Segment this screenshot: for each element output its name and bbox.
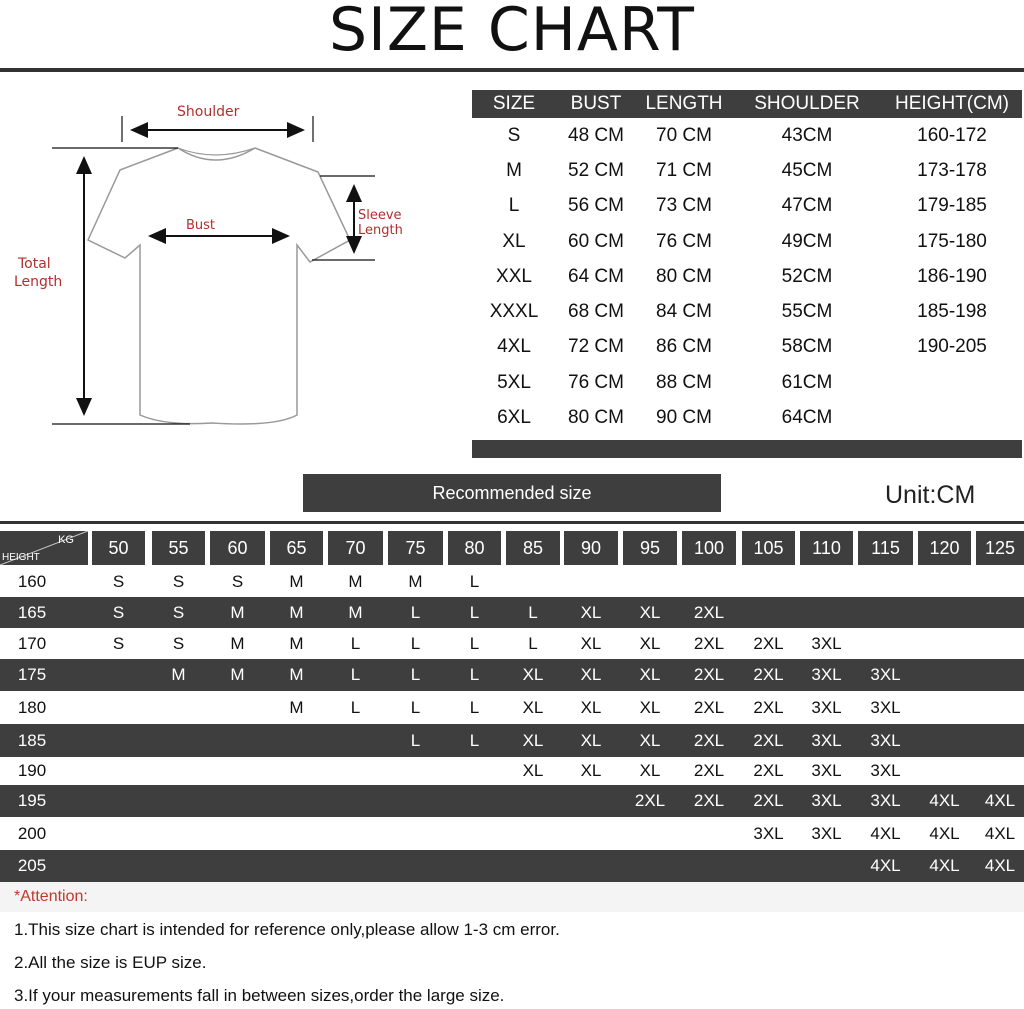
grid-cell: L [469,698,480,717]
grid-cell: M [289,665,304,684]
grid-cell: 3XL [870,761,901,780]
row-height-label: 200 [17,824,47,843]
grid-cell: M [289,572,304,591]
weight-header-cell: 55 [152,531,205,565]
grid-cell: 3XL [870,731,901,750]
grid-cell: M [230,603,245,622]
cell-length: 86 CM [656,336,712,358]
grid-cell: S [231,572,244,591]
note-2: 2.All the size is EUP size. [14,953,207,972]
cell-shoulder: 55CM [781,301,833,323]
weight-header-cell: 75 [388,531,443,565]
grid-cell: M [230,634,245,653]
grid-cell: 3XL [811,665,842,684]
grid-cell: 4XL [929,791,960,810]
row-height-label: 160 [17,572,47,591]
cell-size: 4XL [497,336,531,358]
grid-cell: M [289,698,304,717]
row-height-label: 195 [17,791,47,810]
grid-cell: 4XL [870,856,901,875]
grid-row [0,566,1024,597]
tshirt-outline-icon [0,90,470,450]
size-table-row [472,259,1022,294]
cell-bust: 76 CM [568,371,624,393]
kg-axis-label: KG [58,534,74,546]
cell-length: 90 CM [656,407,712,429]
cell-shoulder: 61CM [781,371,833,393]
grid-cell: 2XL [693,634,725,653]
cell-size: XXL [496,265,532,287]
tshirt-diagram [0,90,470,450]
size-table-row [472,294,1022,329]
cell-bust: 56 CM [568,195,624,217]
weight-header-cell: 120 [918,531,971,565]
grid-cell: M [289,603,304,622]
cell-length: 88 CM [656,371,712,393]
grid-cell: 3XL [811,761,842,780]
cell-length: 70 CM [656,124,712,146]
grid-cell: M [348,572,363,591]
cell-length: 71 CM [656,159,712,181]
row-height-label: 170 [17,634,47,653]
row-height-label: 165 [17,603,47,622]
size-table-row [472,224,1022,259]
attention-title: *Attention: [14,888,88,905]
grid-cell: L [410,698,421,717]
sleeve-label-line2: Length [358,223,403,238]
weight-header-cell: 65 [270,531,323,565]
grid-cell: 2XL [753,731,784,750]
cell-length: 84 CM [656,301,712,323]
grid-cell: XL [580,634,602,653]
grid-cell: S [112,603,125,622]
cell-height: 185-198 [917,301,987,323]
weight-header-cell: 110 [800,531,853,565]
cell-bust: 60 CM [568,230,624,252]
row-height-label: 205 [17,856,47,875]
header-size: SIZE [492,93,536,114]
height-axis-label: HEIGHT [2,552,40,563]
row-height-label: 175 [17,665,47,684]
cell-height: 175-180 [917,230,987,252]
grid-cell: 3XL [870,791,901,810]
grid-cell: M [171,665,186,684]
grid-cell: 4XL [929,824,960,843]
size-table-row [472,400,1022,435]
cell-height: 190-205 [917,336,987,358]
weight-header-cell: 60 [210,531,265,565]
size-table-row [472,153,1022,188]
size-table-row [472,118,1022,153]
grid-cell: 3XL [811,731,842,750]
grid-cell: S [172,603,185,622]
cell-bust: 80 CM [568,407,624,429]
grid-row [0,785,1024,817]
cell-height: 179-185 [917,195,987,217]
sleeve-label-line1: Sleeve [358,208,402,223]
cell-shoulder: 47CM [781,195,833,217]
grid-cell: M [230,665,245,684]
header-bust: BUST [570,93,622,114]
grid-cell: 2XL [693,761,725,780]
grid-cell: XL [522,731,544,750]
total-length-label-line1: Total [18,256,51,272]
grid-cell: XL [522,665,544,684]
grid-row [0,691,1024,724]
title-divider [0,68,1024,72]
grid-cell: XL [639,603,661,622]
recommended-size-banner: Recommended size [303,474,721,512]
weight-header-cell: 50 [92,531,145,565]
cell-bust: 72 CM [568,336,624,358]
weight-header-cell: 85 [506,531,560,565]
grid-row [0,659,1024,691]
grid-cell: 3XL [753,824,784,843]
grid-corner [0,531,88,565]
grid-cell: 2XL [753,634,784,653]
grid-cell: 2XL [753,761,784,780]
cell-shoulder: 58CM [781,336,833,358]
grid-cell: 3XL [811,698,842,717]
weight-header-cell: 80 [448,531,501,565]
cell-size: S [507,124,521,146]
cell-shoulder: 49CM [781,230,833,252]
header-height: HEIGHT(CM) [895,93,1009,114]
grid-cell: 2XL [753,665,784,684]
grid-cell: XL [639,634,661,653]
grid-cell: XL [580,665,602,684]
grid-cell: M [289,634,304,653]
grid-cell: L [350,665,361,684]
cell-size: XL [502,230,526,252]
grid-cell: S [172,634,185,653]
section-divider [0,521,1024,524]
grid-cell: L [528,634,538,653]
header-shoulder: SHOULDER [754,93,860,114]
grid-cell: XL [639,665,661,684]
size-table-row [472,365,1022,400]
grid-cell: 2XL [693,698,725,717]
row-height-label: 185 [17,731,47,750]
cell-shoulder: 43CM [781,124,833,146]
cell-height: 186-190 [917,265,987,287]
grid-cell: M [348,603,363,622]
cell-size: 5XL [497,371,531,393]
grid-cell: XL [580,761,602,780]
grid-cell: 3XL [870,698,901,717]
cell-size: XXXL [489,301,539,323]
grid-cell: L [469,572,480,591]
grid-row [0,597,1024,628]
weight-header-cell: 100 [682,531,736,565]
grid-row [0,724,1024,757]
weight-header-cell: 95 [623,531,677,565]
total-length-label-line2: Length [14,274,63,290]
grid-cell: L [469,634,480,653]
grid-cell: XL [522,761,544,780]
page-title: SIZE CHART [329,0,695,65]
note-3: 3.If your measurements fall in between sizes,order the large size. [14,986,505,1005]
grid-cell: 4XL [870,824,901,843]
cell-size: 6XL [497,407,531,429]
grid-cell: XL [639,761,661,780]
weight-header-cell: 115 [858,531,913,565]
grid-cell: L [350,634,361,653]
grid-cell: XL [639,698,661,717]
cell-height: 173-178 [917,159,987,181]
grid-cell: L [528,603,538,622]
cell-bust: 64 CM [568,265,624,287]
grid-cell: XL [522,698,544,717]
cell-bust: 52 CM [568,159,624,181]
weight-header-cell: 125 [976,531,1024,565]
bust-label: Bust [186,218,216,233]
size-table-row [472,330,1022,365]
cell-length: 80 CM [656,265,712,287]
size-table-row [472,189,1022,224]
cell-length: 76 CM [656,230,712,252]
cell-shoulder: 64CM [781,407,833,429]
grid-cell: L [350,698,361,717]
note-1: 1.This size chart is intended for reference only,please allow 1-3 cm error. [14,920,560,939]
grid-cell: 2XL [693,603,725,622]
grid-cell: L [410,731,421,750]
grid-cell: XL [580,603,602,622]
grid-cell: S [172,572,185,591]
header-length: LENGTH [645,93,723,114]
cell-shoulder: 45CM [781,159,833,181]
grid-cell: XL [639,731,661,750]
cell-bust: 68 CM [568,301,624,323]
cell-size: M [506,159,522,181]
grid-cell: M [408,572,423,591]
size-table-footer [472,440,1022,458]
grid-cell: 3XL [870,665,901,684]
grid-cell: 4XL [984,856,1016,875]
size-table [472,90,1022,436]
row-height-label: 190 [17,761,47,780]
grid-header [0,531,1024,565]
grid-cell: L [469,731,480,750]
size-table-header [472,90,1022,118]
grid-cell: 3XL [811,634,842,653]
unit-label: Unit:CM [885,481,976,509]
grid-cell: S [112,634,125,653]
grid-cell: 3XL [811,824,842,843]
cell-shoulder: 52CM [781,265,833,287]
grid-cell: 4XL [984,791,1016,810]
grid-cell: 4XL [984,824,1016,843]
grid-row [0,628,1024,659]
shoulder-label: Shoulder [177,104,240,120]
grid-cell: 4XL [929,856,960,875]
attention-bar [0,882,1024,912]
grid-cell: 2XL [693,731,725,750]
grid-cell: L [410,634,421,653]
grid-cell: 2XL [634,791,666,810]
grid-cell: 3XL [811,791,842,810]
weight-header-cell: 90 [564,531,618,565]
grid-cell: XL [580,698,602,717]
weight-header-cell: 70 [328,531,383,565]
grid-row [0,817,1024,850]
cell-length: 73 CM [656,195,712,217]
weight-header-cell: 105 [742,531,795,565]
row-height-label: 180 [17,698,47,717]
grid-cell: L [410,665,421,684]
grid-cell: 2XL [693,665,725,684]
grid-row [0,850,1024,882]
cell-height: 160-172 [917,124,987,146]
grid-row [0,757,1024,785]
grid-cell: 2XL [753,791,784,810]
grid-cell: S [112,572,125,591]
cell-size: L [508,195,520,217]
grid-cell: L [410,603,421,622]
cell-bust: 48 CM [568,124,624,146]
grid-cell: XL [580,731,602,750]
grid-cell: L [469,665,480,684]
grid-cell: 2XL [753,698,784,717]
grid-cell: 2XL [693,791,725,810]
grid-cell: L [469,603,480,622]
